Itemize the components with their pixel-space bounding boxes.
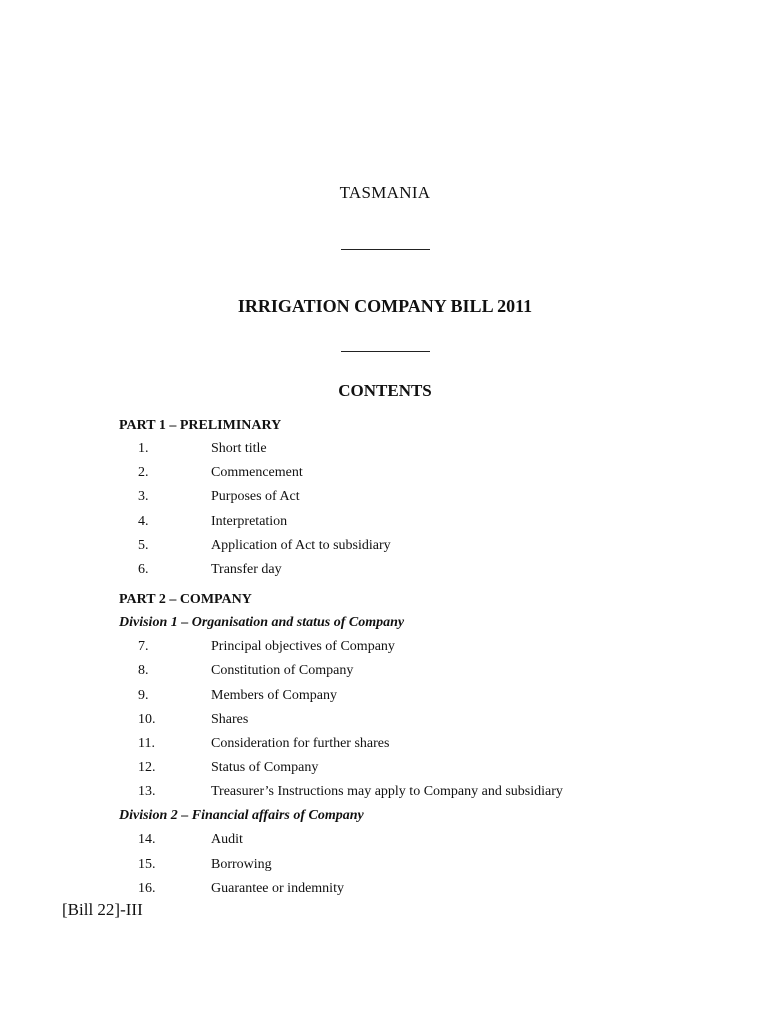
section-title: Treasurer’s Instructions may apply to Company and subsidiary — [211, 784, 563, 800]
section-number: 2. — [138, 465, 149, 481]
section-title: Purposes of Act — [211, 489, 300, 505]
section-title: Principal objectives of Company — [211, 639, 395, 655]
toc-entry[interactable] — [119, 756, 679, 780]
toc-entry[interactable] — [119, 485, 679, 509]
toc-entry[interactable] — [119, 437, 679, 461]
section-title: Guarantee or indemnity — [211, 880, 344, 896]
section-number: 7. — [138, 639, 149, 655]
section-title: Consideration for further shares — [211, 735, 390, 751]
bill-reference: [Bill 22]-III — [62, 900, 143, 919]
section-number: 15. — [138, 856, 156, 872]
section-title: Application of Act to subsidiary — [211, 537, 391, 553]
toc-entry[interactable] — [119, 780, 679, 804]
table-of-contents — [119, 413, 679, 901]
division-heading: Division 1 – Organisation and status of Company — [119, 615, 405, 631]
section-title: Short title — [211, 441, 267, 456]
section-number: 4. — [138, 513, 149, 529]
section-number: 1. — [138, 441, 149, 456]
section-number: 14. — [138, 832, 156, 848]
section-number: 6. — [138, 561, 149, 577]
section-number: 12. — [138, 760, 156, 776]
toc-entry[interactable] — [119, 558, 679, 582]
toc-entry[interactable] — [119, 534, 679, 558]
section-number: 11. — [138, 735, 155, 751]
section-title: Borrowing — [211, 856, 272, 872]
toc-entry[interactable] — [119, 659, 679, 683]
toc-entry[interactable] — [119, 510, 679, 534]
toc-entry[interactable] — [119, 708, 679, 732]
toc-entry[interactable] — [119, 684, 679, 708]
part-heading: PART 1 – PRELIMINARY — [119, 418, 282, 433]
division-heading: Division 2 – Financial affairs of Company — [119, 808, 364, 824]
section-title: Commencement — [211, 465, 303, 481]
section-title: Constitution of Company — [211, 663, 354, 679]
section-number: 16. — [138, 880, 156, 896]
section-number: 10. — [138, 711, 156, 727]
separator-rule — [341, 351, 430, 352]
toc-entry[interactable] — [119, 877, 679, 901]
bill-title: IRRIGATION COMPANY BILL 2011 — [237, 296, 533, 316]
contents-heading: CONTENTS — [338, 381, 432, 400]
section-title: Members of Company — [211, 687, 337, 703]
section-title: Status of Company — [211, 760, 319, 776]
jurisdiction-heading: TASMANIA — [339, 183, 431, 202]
section-number: 13. — [138, 784, 156, 800]
section-title: Shares — [211, 711, 249, 727]
section-number: 5. — [138, 537, 149, 553]
section-title: Audit — [211, 832, 243, 848]
toc-entry[interactable] — [119, 732, 679, 756]
section-number: 8. — [138, 663, 149, 679]
part-heading: PART 2 – COMPANY — [119, 592, 252, 608]
toc-entry[interactable] — [119, 461, 679, 485]
toc-entry[interactable] — [119, 635, 679, 659]
section-number: 9. — [138, 687, 149, 703]
toc-entry[interactable] — [119, 828, 679, 852]
separator-rule — [341, 249, 430, 250]
section-title: Interpretation — [211, 513, 288, 529]
toc-entry[interactable] — [119, 853, 679, 877]
section-title: Transfer day — [211, 561, 282, 577]
section-number: 3. — [138, 489, 149, 505]
